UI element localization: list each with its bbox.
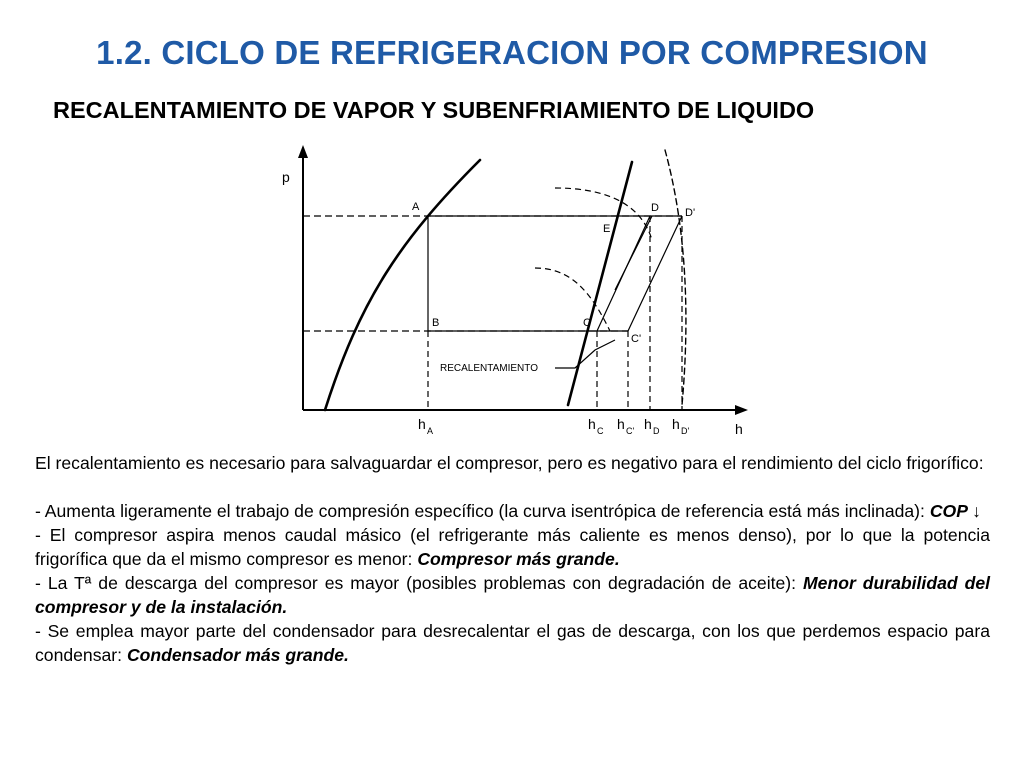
point-C-label: C (583, 317, 591, 329)
item-discharge-bold: Menor durabilidad del compresor y de la instalación. (35, 573, 990, 617)
tick-hA-base: h (418, 416, 426, 432)
item-cop (35, 499, 990, 523)
tick-hCp-base: h (617, 416, 625, 432)
tick-hC (588, 416, 604, 436)
point-E-label: E (603, 223, 611, 235)
tick-hA-sub: A (427, 426, 434, 436)
h-axis-arrow (735, 405, 748, 415)
tick-hD (644, 416, 660, 436)
ph-diagram (270, 140, 770, 445)
tick-hC-sub: C (597, 426, 604, 436)
tick-hC-base: h (588, 416, 596, 432)
tick-hDp-base: h (672, 416, 680, 432)
dashed-vapor-curve (665, 150, 686, 405)
tick-hDp (672, 416, 689, 436)
item-discharge-text: - La Tª de descarga del compresor es mayor (posibles problemas con degradación de aceite): (35, 573, 804, 593)
tick-hD-base: h (644, 416, 652, 432)
point-Cprime-label: C' (631, 333, 642, 345)
point-A-label: A (412, 201, 420, 213)
recalentamiento-label: RECALENTAMIENTO (440, 363, 538, 374)
item-discharge (35, 571, 990, 619)
p-axis-arrow (298, 145, 308, 158)
slide-title: 1.2. CICLO DE REFRIGERACION POR COMPRESION (96, 34, 928, 71)
compression-Cp-Dp (628, 216, 682, 331)
item-condenser-text: - Se emplea mayor parte del condensador para desrecalentar el gas de descarga, con los que perdemos espacio para condensar: (35, 621, 990, 665)
cycle-lines (303, 188, 682, 410)
item-cop-bold: COP ↓ (929, 501, 981, 521)
item-condenser (35, 619, 990, 667)
tick-hCp (617, 416, 634, 436)
tick-hCp-sub: C' (626, 426, 635, 436)
item-compressor-bold: Compresor más grande. (417, 549, 620, 569)
point-B-label: B (432, 317, 440, 329)
tick-hDp-sub: D' (681, 426, 690, 436)
tick-hD-sub: D (653, 426, 660, 436)
intro-paragraph: El recalentamiento es necesario para salvaguardar el compresor, pero es negativo para el rendimiento del ciclo frigorífico: (35, 453, 984, 473)
item-condenser-bold: Condensador más grande. (126, 645, 349, 665)
item-compressor (35, 523, 990, 571)
body-text (35, 451, 990, 667)
item-compressor-text: - El compresor aspira menos caudal másico (el refrigerante más caliente es menos denso), por lo que la potencia frigorífica que da el mismo compresor es menor: (35, 525, 990, 569)
paragraph-gap (35, 475, 990, 499)
item-cop-text: - Aumenta ligeramente el trabajo de compresión específico (la curva isentrópica de referencia está más inclinada): (35, 501, 930, 521)
isentropic-curve-1 (535, 268, 610, 331)
point-D-label: D (651, 202, 659, 214)
p-axis-label: p (282, 169, 290, 185)
tick-hA (418, 416, 433, 436)
saturated-vapor-curve (568, 162, 632, 405)
h-axis-label: h (735, 421, 743, 437)
slide-subtitle: RECALENTAMIENTO DE VAPOR Y SUBENFRIAMIENTO DE LIQUIDO (53, 97, 815, 123)
point-Dprime-label: D' (685, 207, 696, 219)
